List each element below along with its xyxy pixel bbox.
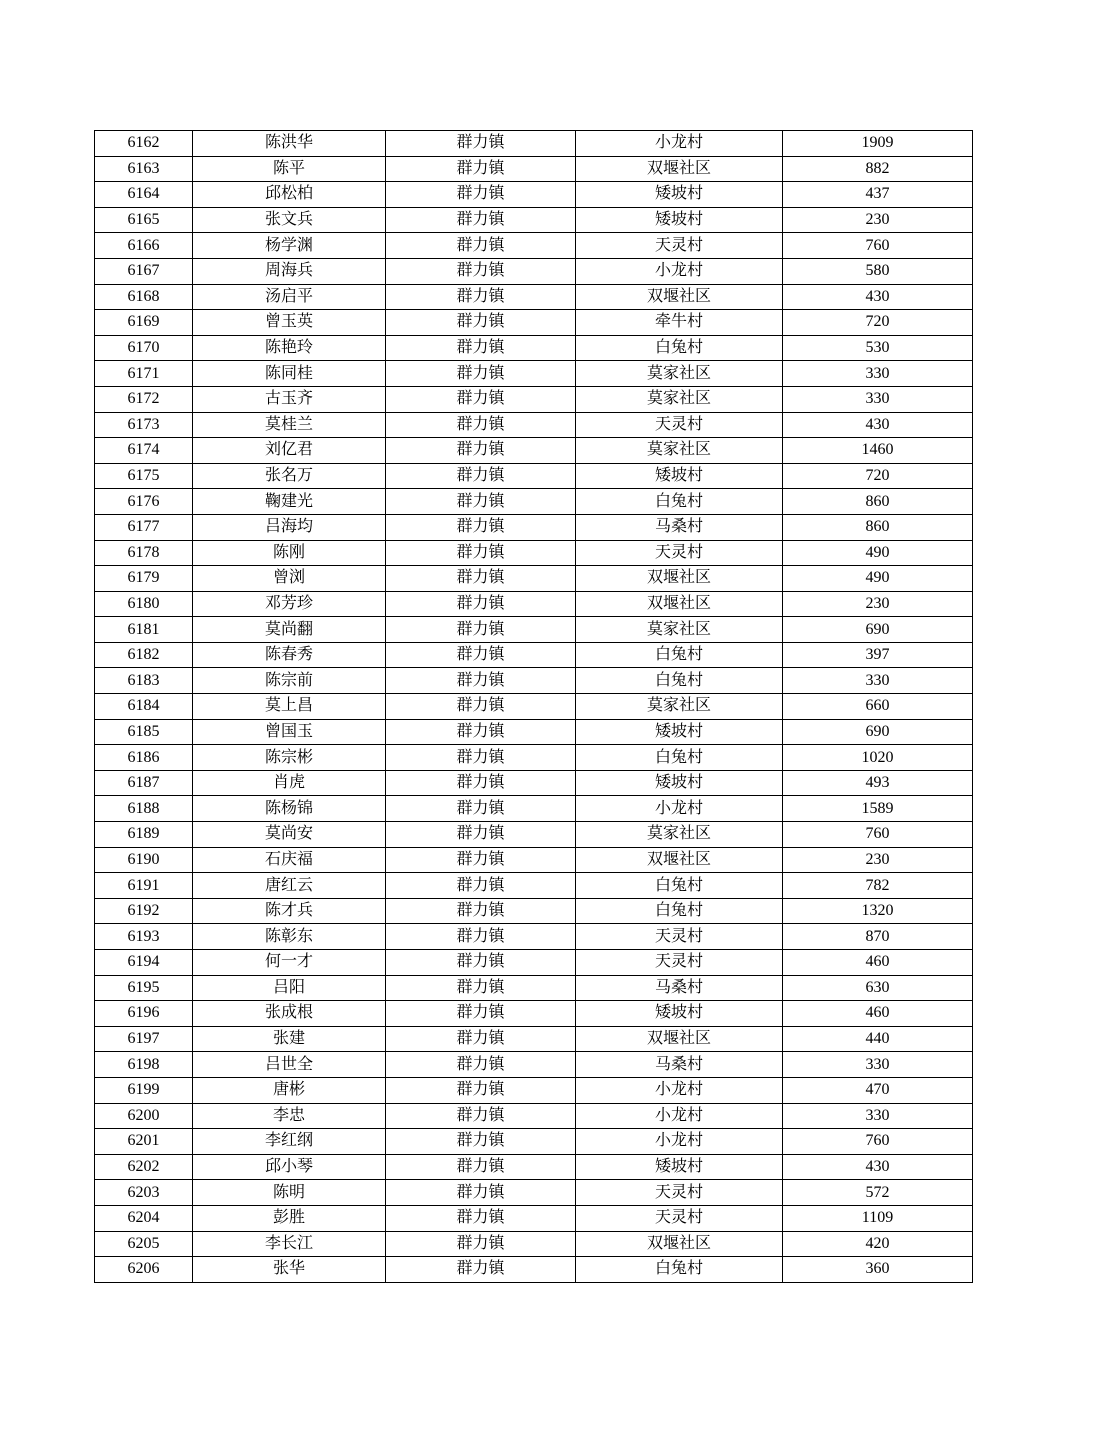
cell-town: 群力镇 [386, 463, 576, 489]
cell-amount: 360 [783, 1257, 973, 1283]
cell-town: 群力镇 [386, 233, 576, 259]
cell-id: 6180 [95, 591, 193, 617]
cell-amount: 330 [783, 1052, 973, 1078]
table-row [95, 310, 973, 336]
cell-town: 群力镇 [386, 386, 576, 412]
cell-name: 邱小琴 [193, 1154, 386, 1180]
cell-town: 群力镇 [386, 1077, 576, 1103]
cell-village: 天灵村 [576, 233, 783, 259]
cell-amount: 440 [783, 1026, 973, 1052]
table-row [95, 617, 973, 643]
cell-village: 天灵村 [576, 1180, 783, 1206]
cell-name: 莫尚安 [193, 822, 386, 848]
cell-name: 陈春秀 [193, 642, 386, 668]
cell-name: 陈洪华 [193, 131, 386, 157]
cell-id: 6164 [95, 182, 193, 208]
cell-name: 何一才 [193, 950, 386, 976]
cell-name: 李红纲 [193, 1129, 386, 1155]
cell-amount: 1320 [783, 898, 973, 924]
cell-id: 6186 [95, 745, 193, 771]
cell-amount: 690 [783, 719, 973, 745]
cell-name: 石庆福 [193, 847, 386, 873]
cell-name: 肖虎 [193, 770, 386, 796]
cell-id: 6200 [95, 1103, 193, 1129]
cell-village: 马桑村 [576, 1052, 783, 1078]
cell-amount: 860 [783, 514, 973, 540]
cell-village: 矮坡村 [576, 463, 783, 489]
cell-town: 群力镇 [386, 950, 576, 976]
cell-id: 6169 [95, 310, 193, 336]
cell-id: 6171 [95, 361, 193, 387]
cell-amount: 530 [783, 335, 973, 361]
cell-village: 双堰社区 [576, 847, 783, 873]
cell-village: 小龙村 [576, 1077, 783, 1103]
cell-name: 李忠 [193, 1103, 386, 1129]
table-row [95, 694, 973, 720]
table-row [95, 975, 973, 1001]
cell-name: 周海兵 [193, 258, 386, 284]
cell-id: 6174 [95, 438, 193, 464]
cell-id: 6199 [95, 1077, 193, 1103]
cell-town: 群力镇 [386, 310, 576, 336]
cell-amount: 397 [783, 642, 973, 668]
cell-town: 群力镇 [386, 489, 576, 515]
cell-id: 6165 [95, 207, 193, 233]
cell-village: 白兔村 [576, 898, 783, 924]
cell-name: 陈彰东 [193, 924, 386, 950]
cell-town: 群力镇 [386, 1257, 576, 1283]
cell-village: 矮坡村 [576, 770, 783, 796]
cell-town: 群力镇 [386, 284, 576, 310]
cell-village: 双堰社区 [576, 156, 783, 182]
cell-town: 群力镇 [386, 847, 576, 873]
cell-town: 群力镇 [386, 540, 576, 566]
cell-town: 群力镇 [386, 1205, 576, 1231]
table-row [95, 668, 973, 694]
cell-village: 牵牛村 [576, 310, 783, 336]
table-row [95, 924, 973, 950]
cell-id: 6194 [95, 950, 193, 976]
cell-village: 矮坡村 [576, 1001, 783, 1027]
cell-amount: 760 [783, 233, 973, 259]
cell-id: 6198 [95, 1052, 193, 1078]
cell-amount: 870 [783, 924, 973, 950]
table-row [95, 156, 973, 182]
cell-village: 双堰社区 [576, 1231, 783, 1257]
table-row [95, 438, 973, 464]
cell-town: 群力镇 [386, 898, 576, 924]
cell-town: 群力镇 [386, 412, 576, 438]
cell-id: 6170 [95, 335, 193, 361]
cell-name: 汤启平 [193, 284, 386, 310]
cell-name: 吕阳 [193, 975, 386, 1001]
cell-town: 群力镇 [386, 719, 576, 745]
table-row [95, 642, 973, 668]
table-row [95, 770, 973, 796]
cell-id: 6172 [95, 386, 193, 412]
cell-village: 矮坡村 [576, 182, 783, 208]
cell-amount: 437 [783, 182, 973, 208]
cell-village: 白兔村 [576, 1257, 783, 1283]
cell-amount: 230 [783, 207, 973, 233]
cell-id: 6201 [95, 1129, 193, 1155]
cell-village: 马桑村 [576, 975, 783, 1001]
cell-town: 群力镇 [386, 668, 576, 694]
table-row [95, 540, 973, 566]
cell-name: 陈才兵 [193, 898, 386, 924]
cell-village: 天灵村 [576, 540, 783, 566]
table-row [95, 1001, 973, 1027]
cell-town: 群力镇 [386, 924, 576, 950]
cell-amount: 430 [783, 284, 973, 310]
table-row [95, 514, 973, 540]
cell-name: 杨学渊 [193, 233, 386, 259]
cell-name: 张名万 [193, 463, 386, 489]
cell-id: 6166 [95, 233, 193, 259]
cell-amount: 660 [783, 694, 973, 720]
table-row [95, 1129, 973, 1155]
table-row [95, 719, 973, 745]
cell-amount: 230 [783, 847, 973, 873]
table-row [95, 463, 973, 489]
cell-amount: 882 [783, 156, 973, 182]
cell-amount: 330 [783, 668, 973, 694]
table-row [95, 591, 973, 617]
cell-village: 双堰社区 [576, 566, 783, 592]
cell-id: 6168 [95, 284, 193, 310]
cell-id: 6176 [95, 489, 193, 515]
cell-town: 群力镇 [386, 745, 576, 771]
cell-id: 6178 [95, 540, 193, 566]
table-row [95, 898, 973, 924]
cell-amount: 470 [783, 1077, 973, 1103]
cell-town: 群力镇 [386, 438, 576, 464]
cell-name: 莫上昌 [193, 694, 386, 720]
cell-name: 唐红云 [193, 873, 386, 899]
cell-village: 白兔村 [576, 745, 783, 771]
cell-name: 张华 [193, 1257, 386, 1283]
cell-amount: 860 [783, 489, 973, 515]
table-row [95, 258, 973, 284]
cell-amount: 630 [783, 975, 973, 1001]
cell-id: 6184 [95, 694, 193, 720]
cell-name: 吕海均 [193, 514, 386, 540]
cell-id: 6182 [95, 642, 193, 668]
cell-id: 6202 [95, 1154, 193, 1180]
table-row [95, 233, 973, 259]
cell-amount: 430 [783, 412, 973, 438]
cell-village: 马桑村 [576, 514, 783, 540]
cell-name: 张文兵 [193, 207, 386, 233]
cell-amount: 580 [783, 258, 973, 284]
cell-id: 6195 [95, 975, 193, 1001]
cell-amount: 330 [783, 386, 973, 412]
cell-id: 6188 [95, 796, 193, 822]
table-row [95, 361, 973, 387]
table-row [95, 207, 973, 233]
cell-id: 6204 [95, 1205, 193, 1231]
cell-amount: 490 [783, 540, 973, 566]
cell-town: 群力镇 [386, 975, 576, 1001]
cell-id: 6197 [95, 1026, 193, 1052]
cell-village: 莫家社区 [576, 694, 783, 720]
cell-town: 群力镇 [386, 514, 576, 540]
table-row [95, 386, 973, 412]
cell-id: 6181 [95, 617, 193, 643]
table-row [95, 1231, 973, 1257]
cell-amount: 330 [783, 361, 973, 387]
cell-town: 群力镇 [386, 1026, 576, 1052]
cell-amount: 720 [783, 463, 973, 489]
table-row [95, 873, 973, 899]
cell-village: 天灵村 [576, 412, 783, 438]
table-row [95, 1257, 973, 1283]
cell-town: 群力镇 [386, 258, 576, 284]
cell-village: 小龙村 [576, 1103, 783, 1129]
table-row [95, 335, 973, 361]
cell-id: 6183 [95, 668, 193, 694]
cell-name: 陈平 [193, 156, 386, 182]
cell-id: 6185 [95, 719, 193, 745]
cell-id: 6173 [95, 412, 193, 438]
cell-village: 白兔村 [576, 642, 783, 668]
cell-town: 群力镇 [386, 207, 576, 233]
table-row [95, 1103, 973, 1129]
cell-amount: 1109 [783, 1205, 973, 1231]
cell-id: 6205 [95, 1231, 193, 1257]
cell-village: 天灵村 [576, 950, 783, 976]
cell-amount: 720 [783, 310, 973, 336]
cell-amount: 1020 [783, 745, 973, 771]
cell-name: 陈宗彬 [193, 745, 386, 771]
cell-id: 6196 [95, 1001, 193, 1027]
cell-town: 群力镇 [386, 335, 576, 361]
cell-village: 白兔村 [576, 668, 783, 694]
cell-village: 矮坡村 [576, 207, 783, 233]
cell-id: 6162 [95, 131, 193, 157]
cell-name: 邱松柏 [193, 182, 386, 208]
records-table [94, 130, 973, 1283]
cell-village: 白兔村 [576, 489, 783, 515]
cell-village: 小龙村 [576, 796, 783, 822]
cell-village: 小龙村 [576, 131, 783, 157]
cell-village: 小龙村 [576, 258, 783, 284]
cell-id: 6203 [95, 1180, 193, 1206]
cell-town: 群力镇 [386, 694, 576, 720]
cell-amount: 460 [783, 1001, 973, 1027]
table-body [95, 131, 973, 1283]
cell-id: 6163 [95, 156, 193, 182]
cell-village: 矮坡村 [576, 719, 783, 745]
table-row [95, 1205, 973, 1231]
cell-id: 6175 [95, 463, 193, 489]
cell-name: 李长江 [193, 1231, 386, 1257]
table-row [95, 745, 973, 771]
cell-amount: 690 [783, 617, 973, 643]
cell-town: 群力镇 [386, 1231, 576, 1257]
table-row [95, 1154, 973, 1180]
cell-village: 白兔村 [576, 873, 783, 899]
cell-name: 彭胜 [193, 1205, 386, 1231]
cell-name: 邓芳珍 [193, 591, 386, 617]
cell-village: 天灵村 [576, 1205, 783, 1231]
table-row [95, 847, 973, 873]
cell-name: 莫尚翻 [193, 617, 386, 643]
table-row [95, 131, 973, 157]
cell-id: 6177 [95, 514, 193, 540]
cell-town: 群力镇 [386, 1129, 576, 1155]
cell-village: 双堰社区 [576, 284, 783, 310]
cell-name: 陈同桂 [193, 361, 386, 387]
table-row [95, 284, 973, 310]
cell-village: 天灵村 [576, 924, 783, 950]
table-row [95, 950, 973, 976]
cell-town: 群力镇 [386, 1154, 576, 1180]
cell-village: 矮坡村 [576, 1154, 783, 1180]
table-row [95, 412, 973, 438]
cell-name: 陈明 [193, 1180, 386, 1206]
table-row [95, 1052, 973, 1078]
cell-id: 6190 [95, 847, 193, 873]
cell-name: 唐彬 [193, 1077, 386, 1103]
table-row [95, 566, 973, 592]
cell-town: 群力镇 [386, 156, 576, 182]
cell-name: 刘亿君 [193, 438, 386, 464]
table-row [95, 182, 973, 208]
cell-amount: 1909 [783, 131, 973, 157]
cell-village: 小龙村 [576, 1129, 783, 1155]
cell-village: 双堰社区 [576, 1026, 783, 1052]
cell-town: 群力镇 [386, 131, 576, 157]
cell-name: 曾玉英 [193, 310, 386, 336]
cell-town: 群力镇 [386, 1052, 576, 1078]
cell-id: 6167 [95, 258, 193, 284]
cell-village: 白兔村 [576, 335, 783, 361]
cell-town: 群力镇 [386, 796, 576, 822]
cell-name: 莫桂兰 [193, 412, 386, 438]
cell-amount: 330 [783, 1103, 973, 1129]
cell-name: 陈刚 [193, 540, 386, 566]
cell-town: 群力镇 [386, 361, 576, 387]
cell-amount: 490 [783, 566, 973, 592]
cell-amount: 430 [783, 1154, 973, 1180]
cell-village: 莫家社区 [576, 617, 783, 643]
cell-town: 群力镇 [386, 642, 576, 668]
cell-amount: 572 [783, 1180, 973, 1206]
cell-name: 古玉齐 [193, 386, 386, 412]
cell-name: 吕世全 [193, 1052, 386, 1078]
cell-id: 6189 [95, 822, 193, 848]
cell-village: 莫家社区 [576, 822, 783, 848]
cell-village: 双堰社区 [576, 591, 783, 617]
cell-town: 群力镇 [386, 1180, 576, 1206]
cell-town: 群力镇 [386, 873, 576, 899]
cell-amount: 460 [783, 950, 973, 976]
cell-town: 群力镇 [386, 822, 576, 848]
cell-amount: 1460 [783, 438, 973, 464]
table-row [95, 1026, 973, 1052]
cell-id: 6192 [95, 898, 193, 924]
cell-town: 群力镇 [386, 1001, 576, 1027]
cell-name: 曾浏 [193, 566, 386, 592]
cell-id: 6191 [95, 873, 193, 899]
cell-town: 群力镇 [386, 770, 576, 796]
cell-amount: 760 [783, 1129, 973, 1155]
cell-town: 群力镇 [386, 566, 576, 592]
cell-village: 莫家社区 [576, 438, 783, 464]
cell-amount: 420 [783, 1231, 973, 1257]
cell-id: 6179 [95, 566, 193, 592]
cell-amount: 1589 [783, 796, 973, 822]
cell-name: 陈杨锦 [193, 796, 386, 822]
cell-id: 6206 [95, 1257, 193, 1283]
cell-amount: 230 [783, 591, 973, 617]
cell-amount: 760 [783, 822, 973, 848]
cell-amount: 493 [783, 770, 973, 796]
cell-name: 张成根 [193, 1001, 386, 1027]
cell-town: 群力镇 [386, 617, 576, 643]
cell-town: 群力镇 [386, 182, 576, 208]
table-row [95, 1180, 973, 1206]
cell-id: 6187 [95, 770, 193, 796]
cell-name: 曾国玉 [193, 719, 386, 745]
cell-name: 鞠建光 [193, 489, 386, 515]
table-row [95, 489, 973, 515]
cell-village: 莫家社区 [576, 386, 783, 412]
cell-amount: 782 [783, 873, 973, 899]
cell-name: 陈艳玲 [193, 335, 386, 361]
cell-town: 群力镇 [386, 591, 576, 617]
cell-name: 张建 [193, 1026, 386, 1052]
cell-town: 群力镇 [386, 1103, 576, 1129]
table-row [95, 1077, 973, 1103]
table-row [95, 822, 973, 848]
table-row [95, 796, 973, 822]
cell-village: 莫家社区 [576, 361, 783, 387]
cell-name: 陈宗前 [193, 668, 386, 694]
cell-id: 6193 [95, 924, 193, 950]
